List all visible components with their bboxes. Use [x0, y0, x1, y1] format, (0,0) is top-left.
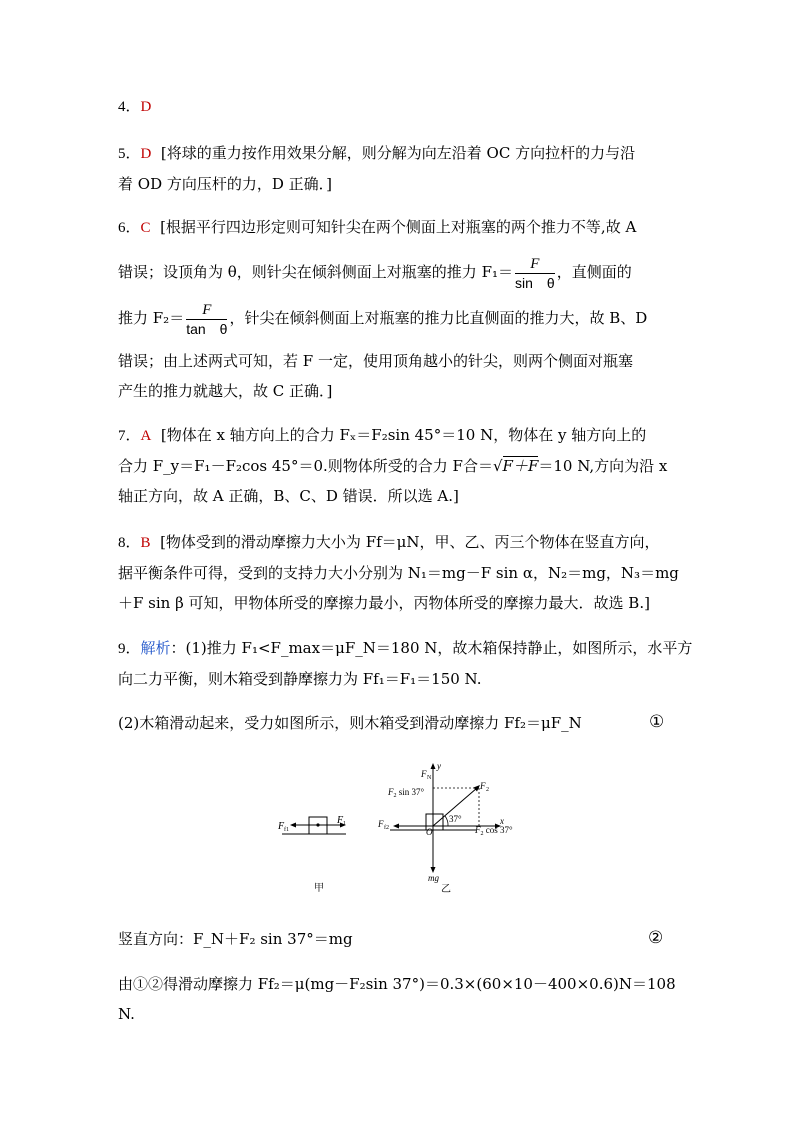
q7-line-2	[118, 456, 667, 476]
q8-text-2: 据平衡条件可得，受到的支持力大小分别为 N₁＝mg－F sin α，N₂＝mg，N₃＝mg	[118, 564, 679, 582]
q7-text-2b: ＝10 N,方向为沿 x	[538, 457, 668, 475]
q4-number: 4．	[118, 99, 141, 115]
equation-marker-1: ①	[649, 712, 665, 732]
q9-line-1	[118, 638, 692, 659]
label-ff1-sub: f1	[284, 827, 289, 833]
label-angle: 37°	[449, 814, 462, 824]
label-x: x	[500, 816, 504, 826]
q9-text-3: (2)木箱滑动起来，受力如图所示，则木箱受到滑动摩擦力 Ff₂＝μF_N	[118, 714, 582, 732]
diagram-jia	[277, 815, 346, 894]
q7-answer: A	[140, 428, 152, 444]
label-fn: F	[421, 769, 427, 779]
equation-marker-2: ②	[648, 928, 664, 948]
q6-line-1	[118, 217, 636, 238]
q8-answer: B	[140, 535, 151, 551]
q6-line-2	[118, 252, 632, 292]
q6-text-5: 产生的推力就越大，故 C 正确．]	[118, 382, 333, 400]
q7-line-1	[118, 425, 646, 446]
diagram-yi	[377, 761, 513, 895]
q9-line-4	[118, 929, 353, 949]
q6-text-2b: ，直侧面的	[556, 263, 632, 281]
fraction-numerator: F	[186, 301, 227, 320]
q8-text-1: [物体受到的滑动摩擦力大小为 Ff＝μN，甲、乙、丙三个物体在竖直方向，	[160, 533, 660, 551]
q6-answer: C	[140, 220, 151, 236]
q6-line-3	[118, 298, 647, 338]
fraction-f-over-tan	[186, 301, 227, 338]
fraction-numerator: F	[515, 255, 555, 274]
force-diagram	[0, 750, 794, 930]
caption-yi: 乙	[441, 884, 451, 895]
q9-text-1: ：(1)推力 F₁<F_max＝μF_N＝180 N，故木箱保持静止，如图所示，水平方	[170, 639, 693, 657]
q9-line-5	[118, 974, 676, 994]
q5-line-1	[118, 143, 635, 164]
fraction-denominator: tan θ	[186, 320, 228, 337]
arrow-head	[290, 823, 296, 828]
q6-text-2a: 错误；设顶角为 θ，则针尖在倾斜侧面上对瓶塞的推力 F₁＝	[118, 263, 513, 281]
label-ff1: F	[278, 821, 285, 832]
q7-line-3	[118, 486, 459, 506]
q4	[118, 96, 151, 117]
q7-number: 7．	[118, 428, 141, 444]
label-f2cos: $F_2$ cos 37°	[475, 825, 513, 837]
label-ff2: F	[378, 819, 384, 829]
q6-text-1: [根据平行四边形定则可知针尖在两个侧面上对瓶塞的两个推力不等,故 A	[160, 218, 637, 236]
q9-text-5: 由①②得滑动摩擦力 Ff₂＝μ(mg－F₂sin 37°)＝0.3×(60×10－400×0.6)N＝108	[118, 975, 676, 993]
angle-arc	[445, 816, 448, 826]
q6-text-3b: ，针尖在倾斜侧面上对瓶塞的推力比直侧面的推力大，故 B、D	[229, 309, 648, 327]
q5-number: 5．	[118, 146, 141, 162]
label-f2: F	[480, 781, 486, 791]
label-f2sin: $F_2$ sin 37°	[388, 787, 425, 799]
q9-text-2: 向二力平衡，则木箱受到静摩擦力为 Ff₁＝F₁＝150 N.	[118, 670, 482, 688]
caption-jia: 甲	[314, 883, 324, 894]
label-mg: mg	[428, 873, 439, 883]
label-y: y	[437, 761, 441, 771]
label-origin: O	[426, 827, 433, 837]
label-ff2-sub: f2	[384, 825, 389, 831]
q9-number: 9．	[118, 641, 141, 657]
q7-text-3: 轴正方向，故 A 正确，B、C、D 错误．所以选 A.]	[118, 487, 459, 505]
q8-text-3: ＋F sin β 可知，甲物体所受的摩擦力最小，丙物体所受的摩擦力最大．故选 B.]	[118, 594, 650, 612]
arrow-head	[431, 763, 436, 769]
q6-text-4: 错误；由上述两式可知，若 F 一定，使用顶角越小的针尖，则两个侧面对瓶塞	[118, 352, 633, 370]
q5-line-2	[118, 174, 332, 194]
sqrt-sign: √	[492, 457, 503, 475]
q5-text-2: 着 OD 方向压杆的力，D 正确．]	[118, 175, 333, 193]
q8-line-2	[118, 563, 679, 583]
q7-text-2a: 合力 F_y＝F₁－F₂cos 45°＝0.则物体所受的合力 F合＝	[118, 457, 493, 475]
label-f1: F	[337, 815, 344, 826]
arrow-head	[393, 824, 399, 829]
q6-line-5	[118, 381, 332, 401]
q7-text-1: [物体在 x 轴方向上的合力 Fₓ＝F₂sin 45°＝10 N，物体在 y 轴方向上的	[160, 426, 647, 444]
sqrt-radicand: F＋F	[502, 457, 539, 475]
q9-line-6	[118, 1004, 135, 1024]
q9-label: 解析	[140, 639, 171, 657]
q9-text-4: 竖直方向：F_N＋F₂ sin 37°＝mg	[118, 930, 353, 948]
label-f2-sub: 2	[486, 787, 489, 793]
q9-line-3	[118, 713, 582, 733]
q5-answer: D	[140, 146, 152, 162]
q9-line-2	[118, 669, 482, 689]
q9-text-6: N.	[118, 1005, 135, 1023]
label-fn-sub: N	[427, 775, 432, 781]
q6-line-4	[118, 351, 633, 371]
q6-number: 6．	[118, 220, 141, 236]
q4-answer: D	[140, 99, 152, 115]
q8-line-1	[118, 532, 660, 553]
q8-line-3	[118, 593, 650, 613]
q6-text-3a: 推力 F₂＝	[118, 309, 185, 327]
fraction-denominator: sin θ	[515, 274, 555, 291]
q5-text-1: [将球的重力按作用效果分解，则分解为向左沿着 OC 方向拉杆的力与沿	[160, 144, 636, 162]
q8-number: 8．	[118, 535, 141, 551]
label-f1-sub: 1	[343, 821, 346, 827]
fraction-f-over-sin	[515, 255, 555, 292]
